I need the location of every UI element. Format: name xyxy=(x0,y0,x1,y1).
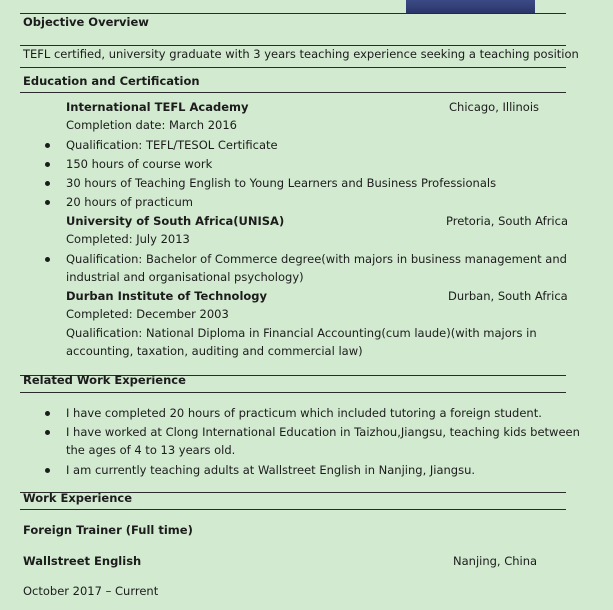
section-rule xyxy=(20,509,566,510)
list-item: 30 hours of Teaching English to Young Learners and Business Professionals xyxy=(66,176,497,190)
list-item: I am currently teaching adults at Wallstreet English in Nanjing, Jiangsu. xyxy=(66,463,476,477)
employment-dates: October 2017 – Current xyxy=(23,584,159,598)
list-item: the ages of 4 to 13 years old. xyxy=(66,443,236,457)
section-rule xyxy=(20,45,566,46)
bullet-icon xyxy=(45,411,50,416)
section-rule xyxy=(20,92,566,93)
company-location: Nanjing, China xyxy=(453,554,538,568)
qualification-line: industrial and organisational psychology) xyxy=(66,270,304,284)
objective-text: TEFL certified, university graduate with 3 years teaching experience seeking a teaching position xyxy=(23,47,579,61)
list-item: I have completed 20 hours of practicum which included tutoring a foreign student. xyxy=(66,406,542,420)
bullet-icon xyxy=(45,468,50,473)
institution-location: Durban, South Africa xyxy=(448,289,568,303)
section-rule xyxy=(20,13,566,14)
bullet-icon xyxy=(45,200,50,205)
list-item: 150 hours of course work xyxy=(66,157,213,171)
bullet-icon xyxy=(45,162,50,167)
bullet-icon xyxy=(45,257,50,262)
list-item: 20 hours of practicum xyxy=(66,195,193,209)
bullet-icon xyxy=(45,143,50,148)
institution-name: International TEFL Academy xyxy=(66,100,249,114)
qualification-line: Qualification: National Diploma in Financial Accounting(cum laude)(with majors in xyxy=(66,326,537,340)
completion-date: Completed: December 2003 xyxy=(66,307,229,321)
bullet-icon xyxy=(45,181,50,186)
job-title: Foreign Trainer (Full time) xyxy=(23,523,193,537)
qualification-line: Qualification: Bachelor of Commerce degree(with majors in business management and xyxy=(66,252,567,266)
completion-date: Completion date: March 2016 xyxy=(66,118,237,132)
objective-heading: Objective Overview xyxy=(23,15,149,29)
profile-photo xyxy=(406,0,535,13)
company-name: Wallstreet English xyxy=(23,554,142,568)
education-heading: Education and Certification xyxy=(23,74,200,88)
bullet-icon xyxy=(45,430,50,435)
list-item: I have worked at Clong International Education in Taizhou,Jiangsu, teaching kids between xyxy=(66,425,580,439)
section-rule xyxy=(20,67,566,68)
institution-name: Durban Institute of Technology xyxy=(66,289,268,303)
list-item: Qualification: TEFL/TESOL Certificate xyxy=(66,138,278,152)
institution-location: Pretoria, South Africa xyxy=(446,214,568,228)
institution-location: Chicago, Illinois xyxy=(449,100,540,114)
section-rule xyxy=(20,392,566,393)
work-heading: Work Experience xyxy=(23,491,133,505)
completion-date: Completed: July 2013 xyxy=(66,232,190,246)
institution-name: University of South Africa(UNISA) xyxy=(66,214,285,228)
qualification-line: accounting, taxation, auditing and commercial law) xyxy=(66,344,363,358)
related-heading: Related Work Experience xyxy=(23,373,186,387)
